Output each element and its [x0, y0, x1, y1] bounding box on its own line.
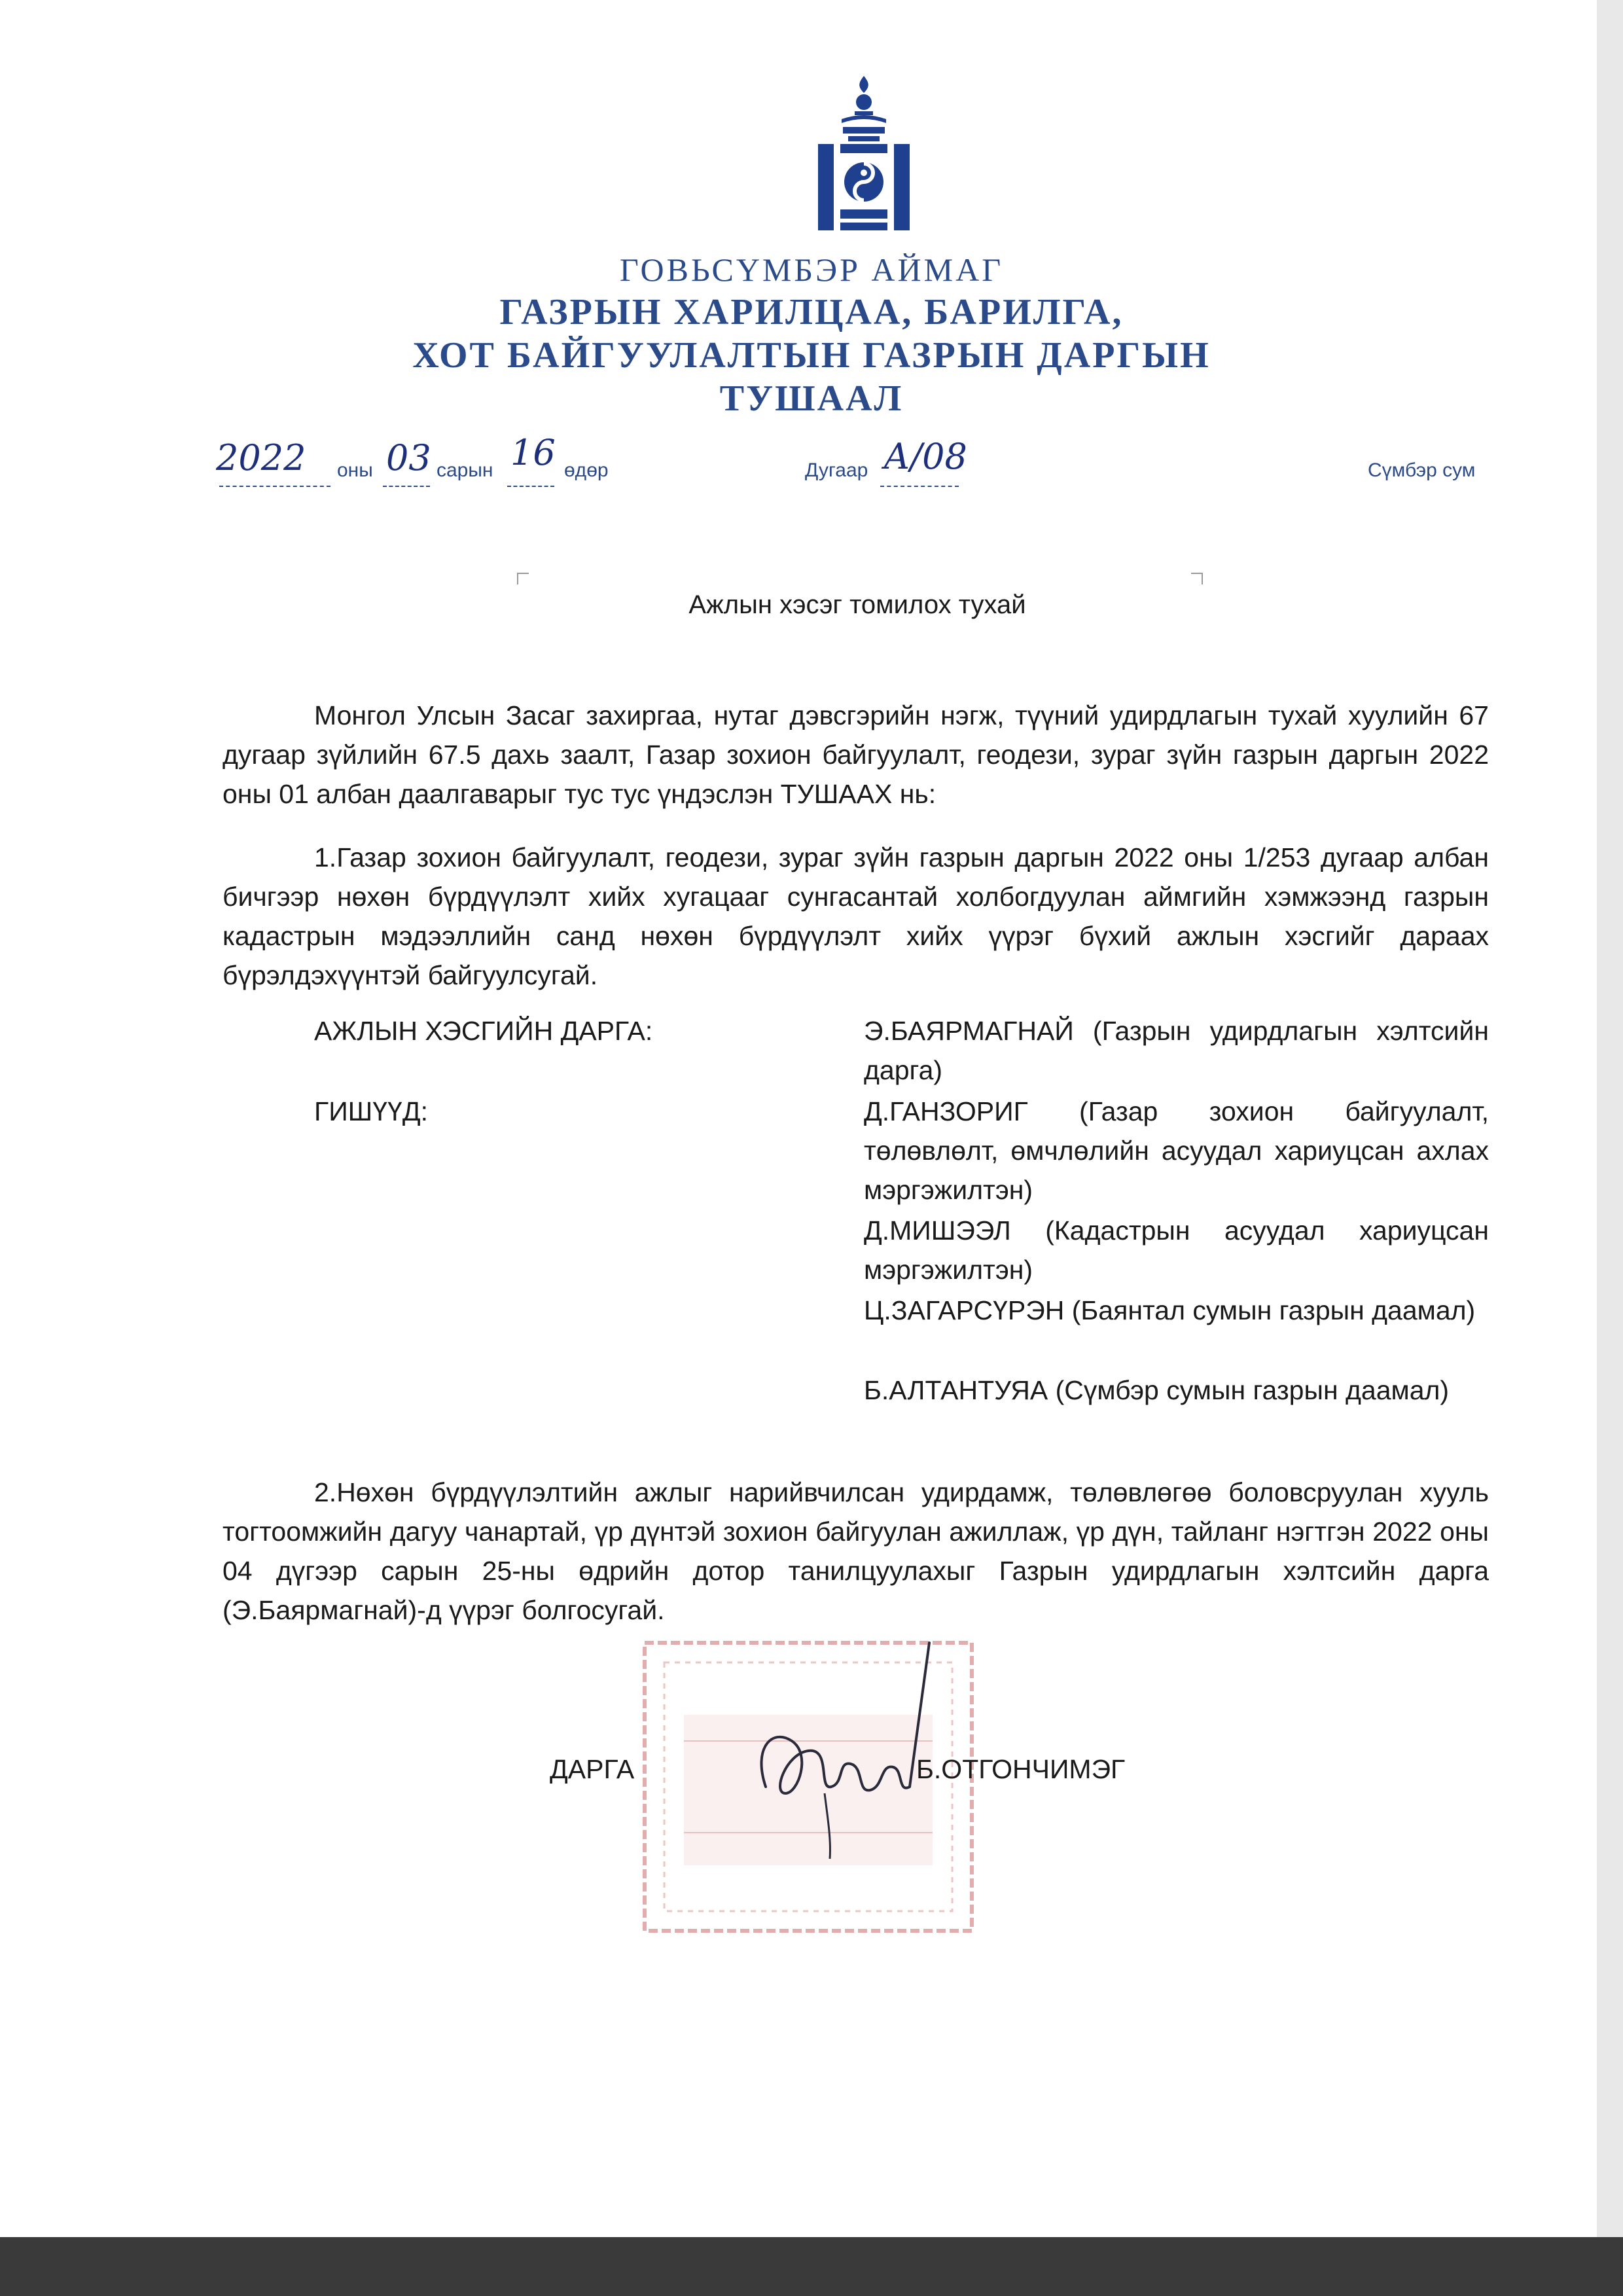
place-name: Сүмбэр сум — [1368, 459, 1476, 481]
item-2-paragraph: 2.Нөхөн бүрдүүлэлтийн ажлыг нарийвчилсан удирдамж, төлөвлөгөө боловсруулан хууль тогтоомжийн дагуу чанартай, үр дүнтэй зохион байгуулан ажиллаж, үр дүн, тайланг нэгтгэн 2022 оны 04 дүгээр сарын 25-ны өдрийн дотор танилцуулахыг Газрын удирдлагын хэлтсийн дарга (Э.Баярмагнай)-д үүрэг болгосугай. — [223, 1477, 1489, 1625]
member-item: Д.МИШЭЭЛ (Кадастрын асуудал хариуцсан мэргэжилтэн) — [864, 1215, 1489, 1285]
preamble-paragraph: Монгол Улсын Засаг захиргаа, нутаг дэвсгэрийн нэгж, түүний удирдлагын тухай хуулийн 67 дугаар зүйлийн 67.5 дахь заалт, Газар зохион байгуулалт, геодези, зураг зүйн газрын даргын 2022 оны 01 албан даалгаварыг тус тус үндэслэн ТУШААХ нь: — [223, 700, 1489, 809]
signatory-title: ДАРГА — [550, 1754, 635, 1784]
item-1-paragraph: 1.Газар зохион байгуулалт, геодези, зураг зүйн газрын даргын 2022 оны 1/253 дугаар албан бичгээр нөхөн бүрдүүлэлт хийх хугацааг сунгасантай холбогдуулан аймгийн хэмжээнд газрын кадастрын мэдээллийн санд нөхөн бүрдүүлэлт хийх үүрэг бүхий ажлын хэсгийг дараах бүрэлдэхүүнтэй байгуулсугай. — [223, 842, 1489, 990]
member-item: Д.ГАНЗОРИГ (Газар зохион байгуулалт, төлөвлөлт, өмчлөлийн асуудал хариуцсан ахлах мэргэжилтэн) — [864, 1096, 1489, 1205]
date-day: 16 — [510, 432, 556, 473]
soyombo-emblem-icon — [812, 72, 916, 242]
date-year: 2022 — [216, 437, 306, 478]
year-label: оны — [337, 459, 373, 481]
handwritten-signature-icon — [746, 1630, 936, 1865]
chair-label: АЖЛЫН ХЭСГИЙН ДАРГА: — [314, 1016, 653, 1046]
document-type: ТУШААЛ — [719, 378, 904, 419]
corner-mark-left — [517, 573, 529, 584]
dateline — [0, 432, 1623, 491]
month-label: сарын — [437, 459, 493, 481]
day-label: өдөр — [564, 459, 609, 481]
members-label: ГИШҮҮД: — [314, 1096, 429, 1126]
member-item: Ц.ЗАГАРСҮРЭН (Баянтал сумын газрын даамал) — [864, 1295, 1476, 1325]
scan-edge-bottom — [0, 2237, 1623, 2296]
aimag-name: ГОВЬСҮМБЭР АЙМАГ — [619, 251, 1004, 288]
corner-mark-right — [1191, 573, 1203, 584]
member-item: Б.АЛТАНТУЯА (Сүмбэр сумын газрын даамал) — [864, 1375, 1450, 1405]
signatory-name: Б.ОТГОНЧИМЭГ — [916, 1754, 1126, 1784]
date-month: 03 — [386, 437, 431, 478]
chair-member: Э.БАЯРМАГНАЙ (Газрын удирдлагын хэлтсийн дарга) — [864, 1016, 1489, 1085]
organization-line-2: ХОТ БАЙГУУЛАЛТЫН ГАЗРЫН ДАРГЫН — [412, 335, 1211, 376]
document-number: А/08 — [883, 436, 967, 477]
organization-line-1: ГАЗРЫН ХАРИЛЦАА, БАРИЛГА, — [499, 292, 1124, 332]
scan-edge-right — [1597, 0, 1623, 2296]
letterhead — [353, 249, 1270, 420]
number-label: Дугаар — [805, 459, 868, 481]
document-subject: Ажлын хэсэг томилох тухай — [688, 590, 1026, 619]
